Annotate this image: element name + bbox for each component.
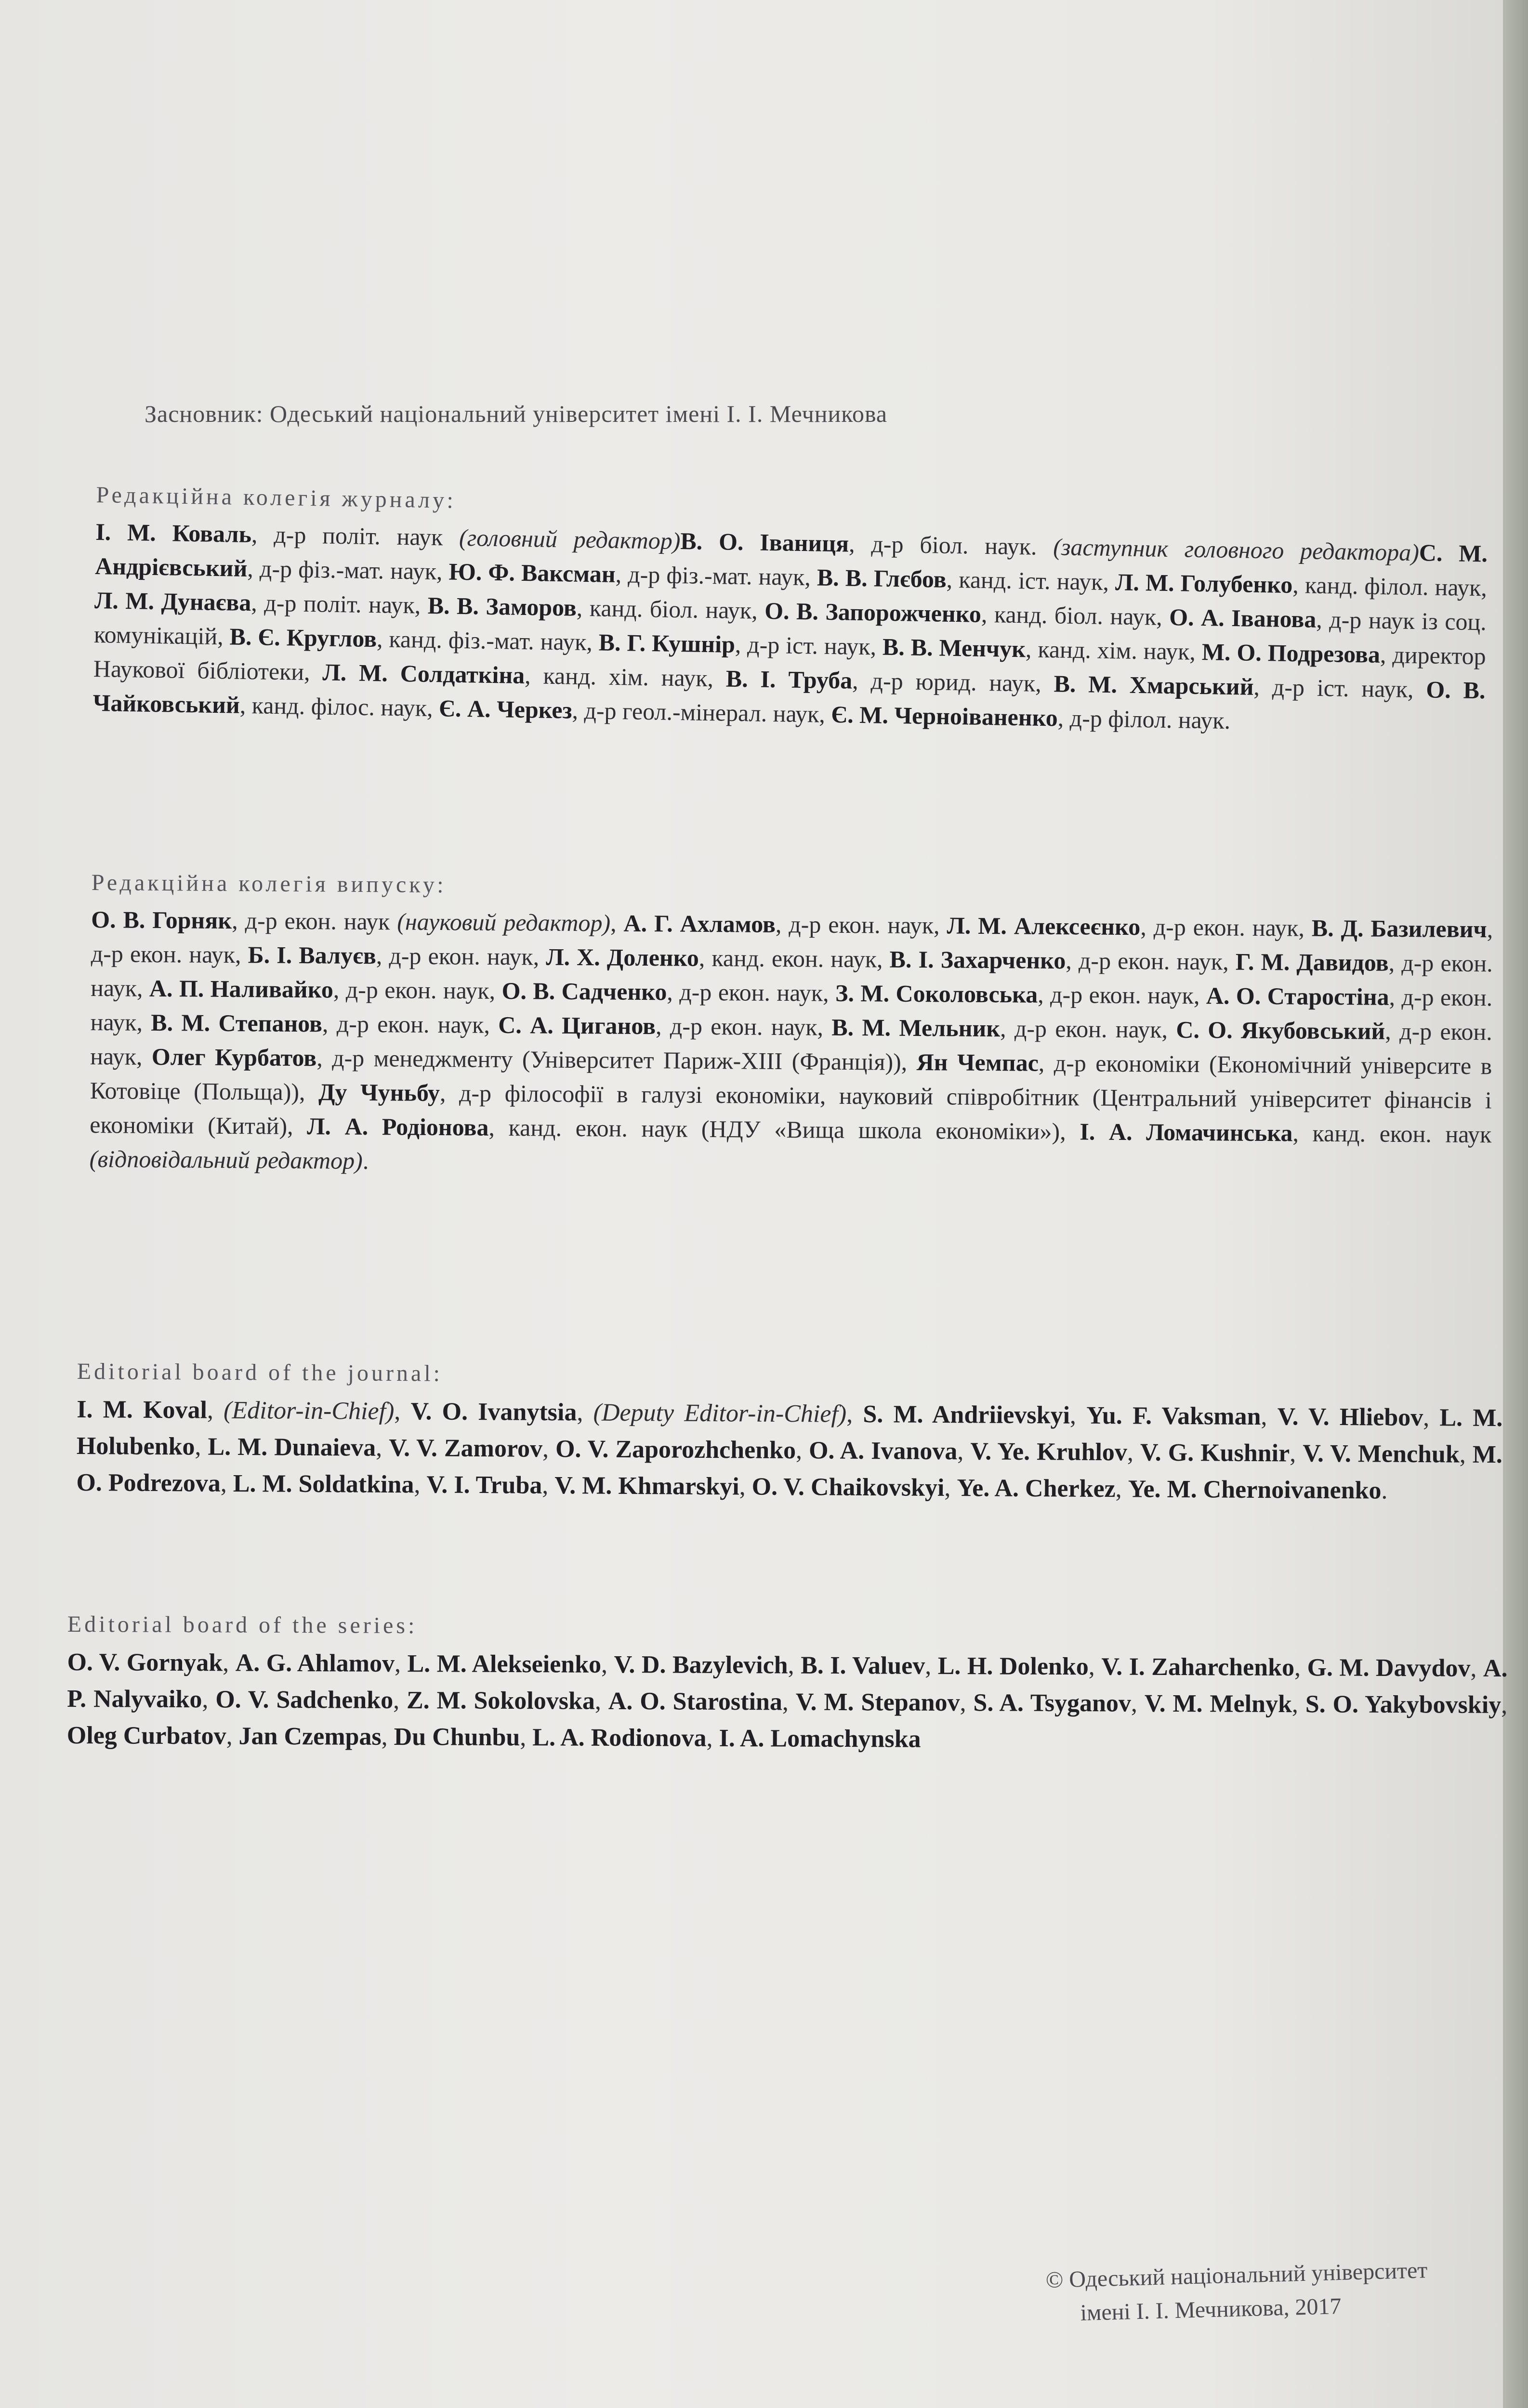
- member-name: Yu. F. Vaksman: [1086, 1401, 1261, 1431]
- member-description: ,: [957, 1438, 971, 1466]
- member-description: ,: [376, 1434, 389, 1462]
- board-member: [501, 977, 835, 1007]
- board-member: [947, 912, 1312, 941]
- member-name: Л. Х. Доленко: [546, 943, 699, 971]
- board-member: [938, 1652, 1102, 1680]
- member-name: S. M. Andriievskyi: [863, 1400, 1070, 1429]
- member-description: , д-р екон. наук,: [91, 916, 1493, 968]
- section-heading: Editorial board of the series:: [67, 1611, 418, 1639]
- member-description: , д-р екон. наук: [232, 907, 397, 935]
- member-name: Oleg Curbatov: [66, 1721, 226, 1750]
- copyright-notice: [1045, 2252, 1480, 2331]
- board-member: [764, 597, 1170, 630]
- board-member: [91, 906, 624, 937]
- series-board-ua-section: [90, 869, 1493, 1186]
- member-description: , д-р екон. наук,: [1140, 913, 1312, 942]
- member-description: , д-р політ. наук: [251, 521, 460, 551]
- board-member: [831, 701, 1231, 734]
- member-description: ,: [1289, 1440, 1303, 1467]
- member-description: ,: [223, 1649, 236, 1677]
- board-member: [67, 1722, 239, 1750]
- member-name: Є. А. Черкез: [438, 694, 573, 724]
- member-name: Л. М. Алексеєнко: [947, 912, 1141, 941]
- board-member: [248, 941, 546, 970]
- board-member: [307, 1112, 1080, 1145]
- member-name: O. V. Sadchenko: [215, 1686, 394, 1714]
- member-name: I. A. Lomachynska: [719, 1724, 921, 1753]
- board-member: [426, 1471, 554, 1499]
- board-member: [77, 1396, 411, 1425]
- member-description: ,: [782, 1688, 796, 1716]
- member-name: B. I. Valuev: [801, 1651, 925, 1680]
- member-name: V. I. Truba: [426, 1471, 542, 1499]
- member-name: L. M. Alekseienko: [407, 1650, 602, 1678]
- board-member: [149, 975, 502, 1004]
- board-member: [796, 1688, 974, 1717]
- member-name: А. П. Наливайко: [149, 974, 334, 1003]
- member-name: L. M. Holubenko: [76, 1404, 1503, 1461]
- board-member: [554, 1472, 752, 1500]
- board-member: [809, 1437, 971, 1465]
- board-member: [1128, 1475, 1388, 1504]
- member-name: В. В. Заморов: [427, 591, 577, 621]
- member-description: , д-р екон. наук,: [1038, 981, 1207, 1009]
- member-description: ,: [944, 1474, 957, 1502]
- member-name: Z. M. Sokolovska: [406, 1687, 595, 1715]
- member-description: ,: [788, 1651, 801, 1679]
- board-member: [1101, 1653, 1307, 1681]
- member-name: O. V. Gornyak: [67, 1648, 223, 1677]
- member-description: ,: [202, 1686, 216, 1714]
- member-role: (науковий редактор): [397, 908, 611, 937]
- board-member: [1145, 1690, 1305, 1718]
- member-name: L. M. Dunaieva: [208, 1433, 376, 1462]
- board-member: [752, 1473, 957, 1502]
- board-member: [546, 943, 890, 973]
- member-description: ,: [393, 1686, 407, 1714]
- board-member: [1115, 568, 1488, 601]
- board-member: [725, 665, 1054, 697]
- member-name: S. A. Tsyganov: [973, 1689, 1132, 1717]
- board-member: [719, 1725, 921, 1753]
- member-name: А. О. Старостіна: [1206, 982, 1389, 1010]
- member-list: [92, 515, 1488, 742]
- board-member: [680, 527, 1419, 566]
- member-name: V. V. Zamorov: [389, 1434, 543, 1463]
- member-role: (Editor-in-Chief): [223, 1396, 395, 1426]
- member-description: ,: [207, 1396, 224, 1424]
- journal-board-en-section: [76, 1358, 1503, 1510]
- member-separator: .: [362, 1147, 369, 1175]
- member-name: Ду Чуньбу: [318, 1078, 440, 1107]
- member-name: Л. А. Родіонова: [307, 1112, 489, 1141]
- member-name: Л. М. Дунаєва: [94, 586, 251, 616]
- copyright-line: імені І. І. Мечникова, 2017: [1080, 2293, 1342, 2326]
- member-description: , д-р іст. наук,: [735, 630, 883, 660]
- member-description: , д-р екон. наук,: [333, 976, 502, 1004]
- member-description: ,: [1470, 1654, 1484, 1682]
- member-name: В. Г. Кушнір: [598, 628, 736, 658]
- member-name: Ян Чемпас: [916, 1048, 1039, 1076]
- member-description: , д-р екон. наук,: [90, 1017, 1492, 1070]
- board-member: [863, 1400, 1086, 1429]
- member-description: , д-р екон. наук,: [667, 978, 836, 1007]
- member-name: L. A. Rodionova: [532, 1724, 707, 1752]
- member-description: , канд. екон. наук,: [698, 944, 890, 973]
- board-member: [883, 633, 1202, 665]
- board-member: [407, 1687, 608, 1715]
- board-member: [208, 1433, 389, 1462]
- page-edge-shadow: [1503, 0, 1528, 2408]
- board-member: [215, 1686, 407, 1714]
- member-name: В. М. Мельник: [831, 1013, 1001, 1042]
- member-name: В. М. Хмарський: [1054, 670, 1254, 700]
- member-description: , канд. іст. наук,: [946, 565, 1116, 596]
- member-description: , канд. філос. наук,: [239, 691, 439, 722]
- member-description: ,: [394, 1649, 408, 1678]
- board-member: [831, 1014, 1176, 1043]
- member-description: ,: [520, 1724, 533, 1752]
- member-role: (Deputy Editor-in-Chief): [593, 1399, 847, 1428]
- board-member: [555, 1435, 809, 1464]
- member-description: ,: [1459, 1440, 1473, 1468]
- member-name: О. А. Іванова: [1169, 603, 1317, 633]
- board-member: [389, 1434, 555, 1463]
- board-member: [410, 1398, 863, 1428]
- member-name: Є. М. Черноіваненко: [830, 701, 1058, 732]
- board-member: [1303, 1440, 1473, 1468]
- member-description: ,: [601, 1650, 614, 1678]
- member-name: V. O. Ivanytsia: [410, 1398, 577, 1426]
- member-description: , д-р екон. наук,: [376, 942, 546, 970]
- member-name: І. М. Коваль: [95, 518, 252, 548]
- board-member: [608, 1688, 796, 1716]
- member-description: , д-р економіки (Економічний університе в Котовіце (Польща)),: [90, 1049, 1492, 1106]
- board-member: [1140, 1439, 1303, 1467]
- member-separator: ,: [610, 909, 624, 937]
- founder-line: Засновник: Одеський національний університет імені І. І. Мечникова: [145, 400, 888, 427]
- member-name: І. А. Ломачинська: [1080, 1118, 1293, 1147]
- series-board-en-section: [67, 1611, 1508, 1760]
- board-member: [322, 658, 726, 692]
- member-name: Б. І. Валуєв: [248, 941, 377, 969]
- member-description: ,: [960, 1689, 974, 1717]
- member-name: V. M. Khmarskyi: [554, 1472, 739, 1501]
- board-member: [1278, 1403, 1440, 1431]
- member-name: Л. М. Солдаткіна: [322, 658, 525, 689]
- board-member: [67, 1649, 235, 1677]
- member-description: , д-р юрид. наук,: [852, 667, 1054, 697]
- member-name: Jan Czempas: [238, 1722, 382, 1751]
- board-member: [614, 1651, 801, 1679]
- member-description: ,: [226, 1722, 239, 1750]
- member-name: В. О. Іваниця: [680, 527, 849, 557]
- member-name: В. М. Степанов: [151, 1008, 323, 1037]
- board-member: [817, 564, 1116, 596]
- member-name: З. М. Соколовська: [835, 979, 1038, 1008]
- member-name: О. В. Чайковський: [92, 676, 1486, 719]
- member-description: , д-р політ. наук,: [250, 589, 428, 619]
- member-description: , д-р фіз.-мат. наук,: [615, 560, 817, 591]
- member-description: , д-р філол. наук.: [1057, 704, 1231, 734]
- board-member: [94, 587, 428, 619]
- board-member: [1307, 1654, 1483, 1682]
- member-description: ,: [1127, 1439, 1141, 1466]
- board-member: [532, 1724, 719, 1752]
- member-description: , д-р екон. наук,: [655, 1012, 832, 1041]
- member-description: ,: [542, 1435, 556, 1463]
- board-member: [236, 1649, 408, 1678]
- member-name: М. О. Подрезова: [1201, 638, 1381, 668]
- member-role: (заступник головного редактора): [1053, 533, 1420, 566]
- member-description: ,: [795, 1437, 809, 1465]
- member-description: ,: [220, 1469, 234, 1497]
- board-member: [394, 1723, 533, 1751]
- member-name: V. V. Hliebov: [1277, 1403, 1423, 1432]
- member-name: В. В. Менчук: [882, 633, 1026, 663]
- member-name: I. M. Koval: [77, 1395, 208, 1424]
- member-description: ,: [414, 1471, 427, 1499]
- section-heading: Редакційна колегія випуску:: [91, 870, 447, 898]
- member-description: ,: [1088, 1653, 1102, 1681]
- member-name: V. M. Stepanov: [795, 1688, 960, 1717]
- member-separator: ,: [846, 1400, 863, 1428]
- board-member: [239, 1723, 394, 1751]
- member-name: Ye. M. Chernoivanenko: [1128, 1475, 1382, 1505]
- member-description: , д-р менеджменту (Університет Париж-XIII (Франція)),: [316, 1044, 917, 1075]
- journal-board-ua-section: [92, 482, 1488, 742]
- member-description: , д-р екон. наук,: [91, 949, 1493, 1002]
- member-role: (головний редактор): [459, 523, 681, 555]
- board-member: [152, 1043, 917, 1075]
- member-description: , д-р екон. наук,: [322, 1010, 499, 1038]
- member-description: , д-р екон. наук,: [775, 910, 947, 939]
- member-name: G. M. Davydov: [1307, 1654, 1471, 1682]
- member-name: O. V. Chaikovskyi: [751, 1473, 945, 1502]
- board-member: [973, 1689, 1145, 1717]
- member-description: ,: [195, 1433, 208, 1461]
- board-member: [151, 1009, 498, 1038]
- member-description: ,: [1131, 1689, 1145, 1717]
- member-description: , канд. фіз.-мат. наук,: [376, 625, 599, 656]
- member-description: ,: [1115, 1475, 1128, 1503]
- member-description: , д-р екон. наук,: [90, 983, 1493, 1036]
- board-member: [95, 518, 681, 554]
- board-member: [233, 1470, 427, 1498]
- member-name: В. І. Труба: [725, 665, 853, 694]
- member-description: ,: [542, 1471, 555, 1500]
- member-name: L. H. Dolenko: [937, 1652, 1089, 1681]
- board-member: [623, 910, 947, 939]
- member-description: ,: [381, 1723, 394, 1751]
- member-name: M. O. Podrezova: [76, 1440, 1503, 1497]
- member-description: , канд. біол. наук,: [981, 600, 1170, 631]
- member-description: ,: [739, 1473, 752, 1501]
- member-list: [67, 1644, 1508, 1760]
- member-description: , д-р екон. наук,: [1000, 1015, 1176, 1043]
- member-name: A. P. Nalyvaiko: [67, 1654, 1508, 1714]
- member-name: V. V. Menchuk: [1302, 1440, 1460, 1468]
- member-name: Л. М. Голубенко: [1115, 568, 1293, 599]
- member-name: S. O. Yakybovskiy: [1305, 1690, 1502, 1719]
- member-name: O. A. Ivanova: [808, 1437, 958, 1466]
- member-name: В. Д. Базилевич: [1311, 914, 1487, 943]
- member-description: ,: [1261, 1403, 1278, 1431]
- member-description: ,: [1294, 1654, 1307, 1682]
- member-name: V. G. Kushnir: [1140, 1439, 1290, 1467]
- member-description: , канд. філол. наук,: [1292, 571, 1488, 602]
- member-description: .: [1381, 1477, 1388, 1505]
- member-description: , канд. біол. наук,: [576, 594, 765, 624]
- member-list: [90, 903, 1493, 1186]
- member-description: , д-р іст. наук,: [1253, 673, 1426, 703]
- member-description: , д-р фіз.-мат. наук,: [247, 554, 449, 585]
- member-description: , д-р геол.-мінерал. наук,: [572, 696, 831, 728]
- member-name: О. В. Горняк: [91, 905, 232, 934]
- member-description: ,: [1501, 1691, 1508, 1719]
- member-description: , д-р наук із соц. комунікацій,: [93, 605, 1487, 650]
- board-member: [1086, 1402, 1278, 1430]
- board-member: [407, 1650, 614, 1678]
- member-name: Г. М. Давидов: [1235, 948, 1389, 976]
- member-name: Du Chunbu: [394, 1723, 520, 1752]
- member-description: , директор Наукової бібліотеки,: [93, 641, 1487, 686]
- section-heading: Editorial board of the journal:: [77, 1359, 443, 1387]
- member-description: , канд. екон. наук: [1292, 1119, 1492, 1148]
- member-name: Ю. Ф. Ваксман: [448, 558, 616, 588]
- member-name: Олег Курбатов: [151, 1043, 317, 1072]
- member-description: ,: [577, 1399, 593, 1426]
- member-description: ,: [1069, 1401, 1087, 1429]
- member-name: С. О. Якубовський: [1176, 1016, 1385, 1045]
- member-description: ,: [925, 1652, 938, 1680]
- member-name: О. В. Садченко: [501, 977, 667, 1006]
- member-name: V. D. Bazylevich: [614, 1650, 788, 1679]
- member-role: (відповідальний редактор): [89, 1145, 363, 1174]
- member-description: , канд. хім. наук,: [524, 662, 726, 692]
- member-name: А. Г. Ахламов: [623, 909, 776, 938]
- member-description: , д-р філософії в галузі економіки, науковий співробітник (Центральний університет фінансів і економіки (Китай),: [90, 1079, 1492, 1140]
- member-name: С. М. Андрієвський: [94, 539, 1488, 582]
- member-list: [76, 1391, 1502, 1510]
- member-description: ,: [706, 1724, 719, 1752]
- board-member: [598, 628, 883, 660]
- board-member: [427, 592, 764, 624]
- member-name: В. Є. Круглов: [229, 623, 377, 653]
- member-name: V. Ye. Kruhlov: [970, 1438, 1128, 1466]
- board-member: [1054, 670, 1426, 703]
- copyright-line: © Одеський національний університет: [1045, 2257, 1428, 2293]
- member-name: В. В. Глєбов: [817, 563, 947, 593]
- board-member: [970, 1438, 1140, 1466]
- member-description: , канд. екон. наук (НДУ «Вища школа економіки»),: [488, 1113, 1080, 1145]
- member-name: В. І. Захарченко: [889, 945, 1066, 974]
- member-description: ,: [1291, 1690, 1305, 1718]
- board-member: [439, 694, 831, 728]
- member-name: О. В. Запорожченко: [764, 597, 982, 628]
- member-name: Ye. A. Cherkez: [957, 1474, 1116, 1503]
- member-name: С. А. Циганов: [498, 1011, 656, 1040]
- member-name: L. M. Soldatkina: [233, 1469, 414, 1499]
- board-member: [835, 980, 1206, 1009]
- member-description: ,: [594, 1687, 608, 1715]
- member-description: , канд. хім. наук,: [1025, 635, 1202, 666]
- member-name: V. I. Zaharchenko: [1101, 1653, 1295, 1682]
- board-member: [448, 558, 817, 591]
- board-member: [1305, 1690, 1508, 1719]
- board-member: [229, 623, 599, 655]
- member-name: O. V. Zaporozhchenko: [555, 1435, 796, 1465]
- board-member: [801, 1652, 938, 1680]
- board-member: [498, 1011, 831, 1041]
- member-name: V. M. Melnyk: [1144, 1689, 1292, 1718]
- member-name: A. G. Ahlamov: [235, 1649, 395, 1677]
- member-name: A. O. Starostina: [608, 1687, 783, 1716]
- member-description: , д-р біол. наук.: [848, 530, 1054, 561]
- member-description: , д-р екон. наук,: [1066, 947, 1236, 975]
- board-member: [889, 946, 1236, 975]
- member-separator: ,: [394, 1398, 411, 1426]
- section-heading: Редакційна колегія журналу:: [96, 482, 457, 513]
- board-member: [957, 1474, 1128, 1503]
- member-description: ,: [1423, 1404, 1440, 1432]
